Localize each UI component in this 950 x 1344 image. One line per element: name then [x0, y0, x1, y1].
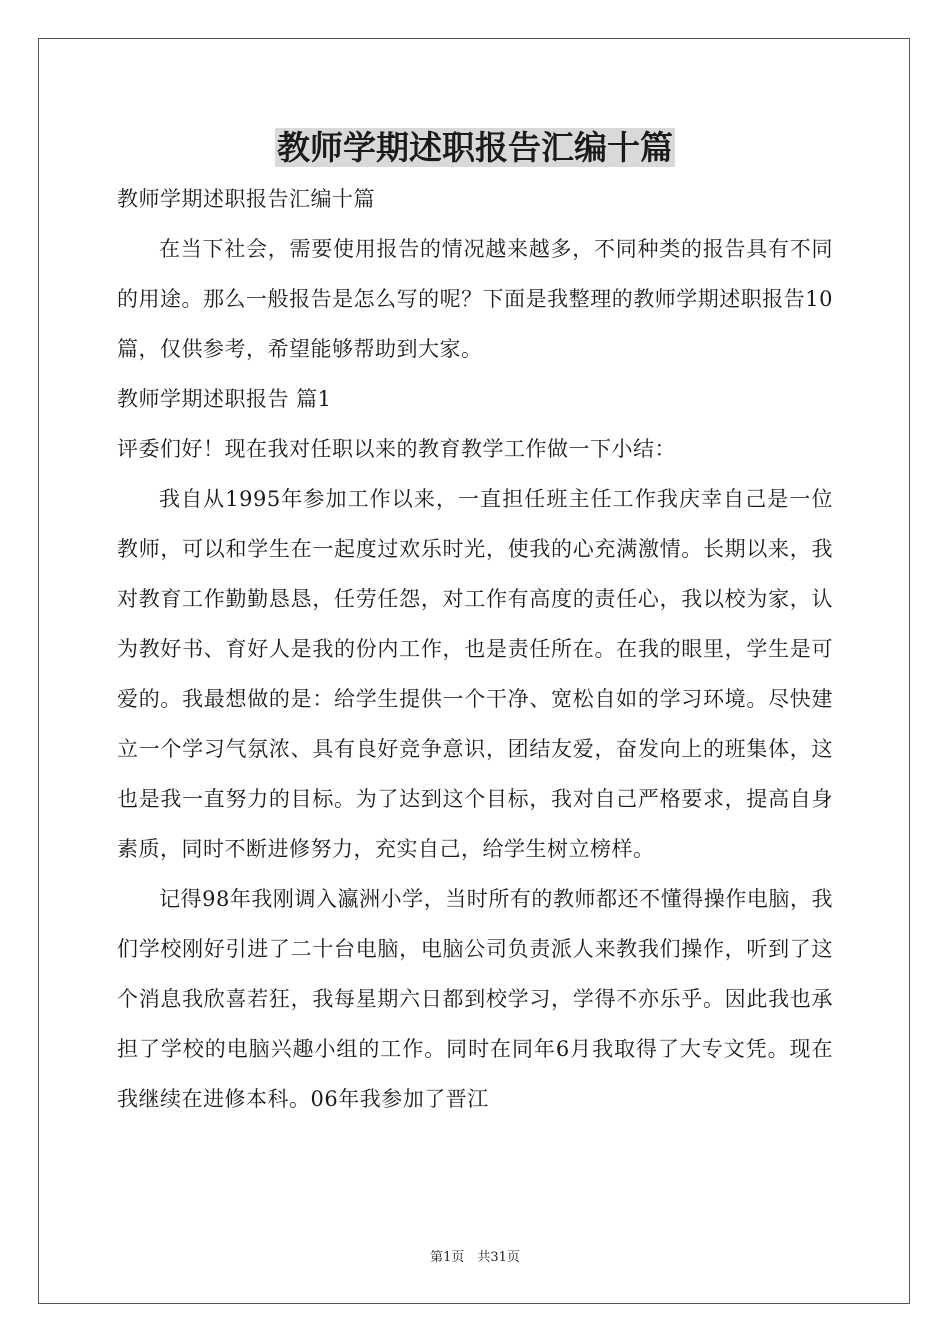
- document-title: [0, 125, 950, 171]
- document-title-text: 教师学期述职报告汇编十篇: [277, 128, 673, 167]
- section-heading: 教师学期述职报告 篇1: [117, 387, 332, 411]
- paragraph-greeting: 评委们好！现在我对任职以来的教育教学工作做一下小结：: [117, 437, 676, 461]
- document-body: [117, 174, 833, 1124]
- paragraph-body-1: 我自从1995年参加工作以来，一直担任班主任工作我庆幸自己是一位教师，可以和学生在一起度过欢乐时光，使我的心充满激情。长期以来，我对教育工作勤勤恳恳，任劳任怨，对工作有高度的责任心，我以校为家，认为教好书、育好人是我的份内工作，也是责任所在。在我的眼里，学生是可爱的。我最想做的是：给学生提供一个干净、宽松自如的学习环境。尽快建立一个学习气氛浓、具有良好竞争意识，团结友爱，奋发向上的班集体，这也是我一直努力的目标。为了达到这个目标，我对自己严格要求，提高自身素质，同时不断进修努力，充实自己，给学生树立榜样。: [117, 487, 833, 861]
- paragraph-subtitle: 教师学期述职报告汇编十篇: [117, 187, 375, 211]
- page-footer: [0, 1246, 950, 1265]
- paragraph-body-2: 记得98年我刚调入瀛洲小学，当时所有的教师都还不懂得操作电脑，我们学校刚好引进了二十台电脑，电脑公司负责派人来教我们操作，听到了这个消息我欣喜若狂，我每星期六日都到校学习，学得不亦乐乎。因此我也承担了学校的电脑兴趣小组的工作。同时在同年6月我取得了大专文凭。现在我继续在进修本科。06年我参加了晋江: [117, 887, 833, 1111]
- paragraph-intro: 在当下社会，需要使用报告的情况越来越多，不同种类的报告具有不同的用途。那么一般报告是怎么写的呢？下面是我整理的教师学期述职报告10篇，仅供参考，希望能够帮助到大家。: [117, 237, 833, 361]
- page-number: 第1页 共31页: [430, 1250, 520, 1265]
